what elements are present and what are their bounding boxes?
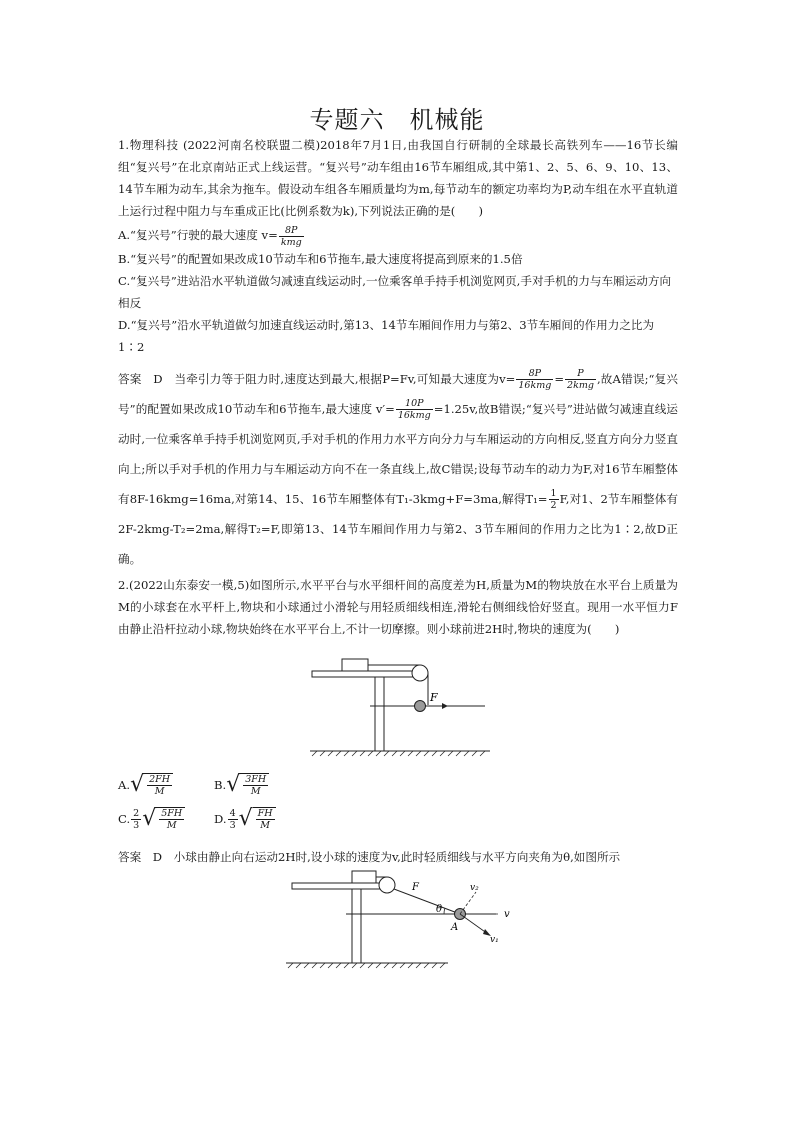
q2-options-row-1 bbox=[118, 768, 310, 802]
q1-option-a bbox=[118, 224, 678, 248]
q1-option-a-fraction bbox=[279, 225, 304, 248]
frac-num: 5FH bbox=[161, 808, 183, 819]
page-title: 专题六 机械能 bbox=[309, 106, 485, 134]
velocity-v2-label: v₂ bbox=[470, 883, 479, 893]
q2-figure-1 bbox=[300, 656, 500, 760]
frac-den: 2 bbox=[550, 500, 557, 511]
force-arrowhead bbox=[442, 703, 448, 709]
option-label: C. bbox=[118, 812, 131, 826]
frac-num: 2FH bbox=[149, 774, 171, 785]
q1-option-c: C.“复兴号”进站沿水平轨道做匀减速直线运动时,一位乘客单手持手机浏览网页,手对手机的力与车厢运动方向相反 bbox=[118, 273, 672, 310]
q2-option-b bbox=[214, 773, 310, 797]
frac-den: 2kmg bbox=[567, 380, 594, 391]
support-post bbox=[375, 677, 384, 751]
q2-stem: 2.(2022山东泰安一模,5)如图所示,水平平台与水平细杆间的高度差为H,质量为M的物块放在水平台上质量为M的小球套在水平杆上,物块和小球通过小滑轮与用轻质细线相连,滑轮右侧细线恰好竖直。现用一水平恒力F由静止沿杆拉动小球,物块始终在水平平台上,不计一切摩擦。则小球前进2H时,物块的速度为( ) bbox=[118, 577, 678, 636]
answer-fraction bbox=[565, 368, 596, 391]
block bbox=[352, 871, 376, 883]
q1-stem: 1.物理科技 (2022河南名校联盟二模)2018年7月1日,由我国自行研制的全球最长高铁列车——16节长编组“复兴号”在北京南站正式上线运营。“复兴号”动车组由16节车厢组成,其中第1、2、5、6、9、10、13、14节车厢为动车,其余为拖车。假设动车组各车厢质量均为m,每节动车的额定功率均为P,动车组在水平直轨道上运行过程中阻力与车重成正比(比例系数为k),下列说法正确的是( ) bbox=[118, 138, 678, 218]
q2-option-c bbox=[118, 807, 214, 831]
answer-fraction bbox=[516, 368, 553, 391]
frac-num: 8P bbox=[528, 368, 542, 379]
q2-option-a bbox=[118, 773, 214, 797]
answer-fraction bbox=[549, 488, 559, 511]
frac-den: 3 bbox=[133, 819, 140, 831]
sqrt-symbol: √ bbox=[226, 772, 241, 797]
ground-hatch bbox=[312, 751, 485, 756]
q2-answer: 答案 D 小球由静止向右运动2H时,设小球的速度为v,此时轻质细线与水平方向夹角为θ,如图所示 bbox=[118, 850, 621, 864]
coefficient bbox=[131, 808, 141, 831]
q2-option-d bbox=[214, 807, 310, 831]
frac-num: P bbox=[577, 368, 584, 379]
option-label: A. bbox=[118, 778, 131, 792]
frac-den: M bbox=[243, 785, 268, 797]
coefficient bbox=[228, 808, 238, 831]
q1-answer bbox=[118, 364, 678, 574]
q1-option-a-text: A.“复兴号”行驶的最大速度 v= bbox=[118, 228, 278, 242]
answer-text: ,故A错误;“复兴号”的配置如果改成10节动车和6节拖车,最大速度 v′= bbox=[118, 371, 678, 416]
frac-num: FH bbox=[257, 808, 273, 819]
force-label: F bbox=[430, 691, 438, 704]
force-label: F bbox=[412, 882, 419, 893]
frac-den: 16kmg bbox=[518, 380, 552, 391]
point-a-label: A bbox=[451, 922, 459, 933]
velocity-v1-label: v₁ bbox=[490, 935, 499, 945]
ball bbox=[415, 701, 426, 712]
string-slanted bbox=[394, 889, 460, 914]
q1-option-b: B.“复兴号”的配置如果改成10节动车和6节拖车,最大速度将提高到原来的1.5倍 bbox=[118, 251, 523, 266]
frac-den: 3 bbox=[229, 819, 236, 831]
pulley bbox=[412, 665, 428, 681]
pulley bbox=[379, 877, 395, 893]
sqrt-symbol: √ bbox=[238, 806, 253, 831]
angle-arc bbox=[444, 908, 445, 914]
frac-num: 4 bbox=[229, 807, 236, 819]
sqrt bbox=[239, 807, 276, 831]
answer-text: F,对1、2节车厢整体有2F-2kmg-T₂=2ma,解得T₂=F,即第13、14节车厢间作用力与第2、3节车厢间的作用力之比为1∶2,故D正确。 bbox=[118, 491, 678, 566]
frac-num: 1 bbox=[550, 488, 557, 499]
frac-den: M bbox=[159, 819, 184, 831]
option-label: D. bbox=[214, 812, 227, 826]
frac-num: 2 bbox=[133, 807, 140, 819]
frac-num: 8P bbox=[285, 224, 298, 236]
answer-fraction bbox=[396, 398, 433, 421]
q2-options bbox=[118, 768, 310, 836]
sqrt bbox=[142, 807, 185, 831]
sqrt-body bbox=[156, 807, 185, 831]
ground-hatch bbox=[288, 963, 445, 968]
answer-text: 答案 D 当牵引力等于阻力时,速度达到最大,根据P=Fv,可知最大速度为v= bbox=[118, 371, 516, 386]
sqrt-body bbox=[240, 773, 269, 797]
frac-num: 10P bbox=[405, 398, 424, 409]
support-post bbox=[352, 889, 361, 963]
sqrt bbox=[226, 773, 269, 797]
q2-options-row-2 bbox=[118, 802, 310, 836]
frac-den: M bbox=[256, 819, 275, 831]
sqrt bbox=[130, 773, 173, 797]
answer-equals: = bbox=[554, 371, 565, 386]
q1-option-d: D.“复兴号”沿水平轨道做匀加速直线运动时,第13、14节车厢间作用力与第2、3节车厢间的作用力之比为1∶2 bbox=[118, 317, 655, 354]
answer-text: =1.25v,故B错误;“复兴号”进站做匀减速直线运动时,一位乘客单手持手机浏览网页,手对手机的作用力水平方向分力与车厢运动的方向相反,竖直方向分力竖直向上;所以手对手机的作用力与车厢运动方向不在一条直线上,故C错误;设每节动车的动力为F,对16节车厢整体有8F-16kmg=16ma,对第14、15、16节车厢整体有T₁-3kmg+F=3ma,解得T₁= bbox=[118, 401, 679, 506]
option-label: B. bbox=[214, 778, 227, 792]
q2-figure-2 bbox=[286, 868, 526, 972]
velocity-v1 bbox=[460, 914, 488, 934]
document-body bbox=[118, 134, 678, 640]
theta-label: θ bbox=[436, 904, 443, 915]
platform bbox=[292, 883, 388, 889]
sqrt-symbol: √ bbox=[142, 806, 157, 831]
frac-den: 16kmg bbox=[397, 410, 431, 421]
sqrt-symbol: √ bbox=[130, 772, 145, 797]
frac-num: 3FH bbox=[245, 774, 267, 785]
frac-den: kmg bbox=[280, 236, 302, 248]
platform bbox=[312, 671, 418, 677]
velocity-v-label: v bbox=[504, 909, 510, 920]
frac-den: M bbox=[147, 785, 172, 797]
sqrt-body bbox=[144, 773, 173, 797]
block bbox=[342, 659, 368, 671]
sqrt-body bbox=[253, 807, 276, 831]
